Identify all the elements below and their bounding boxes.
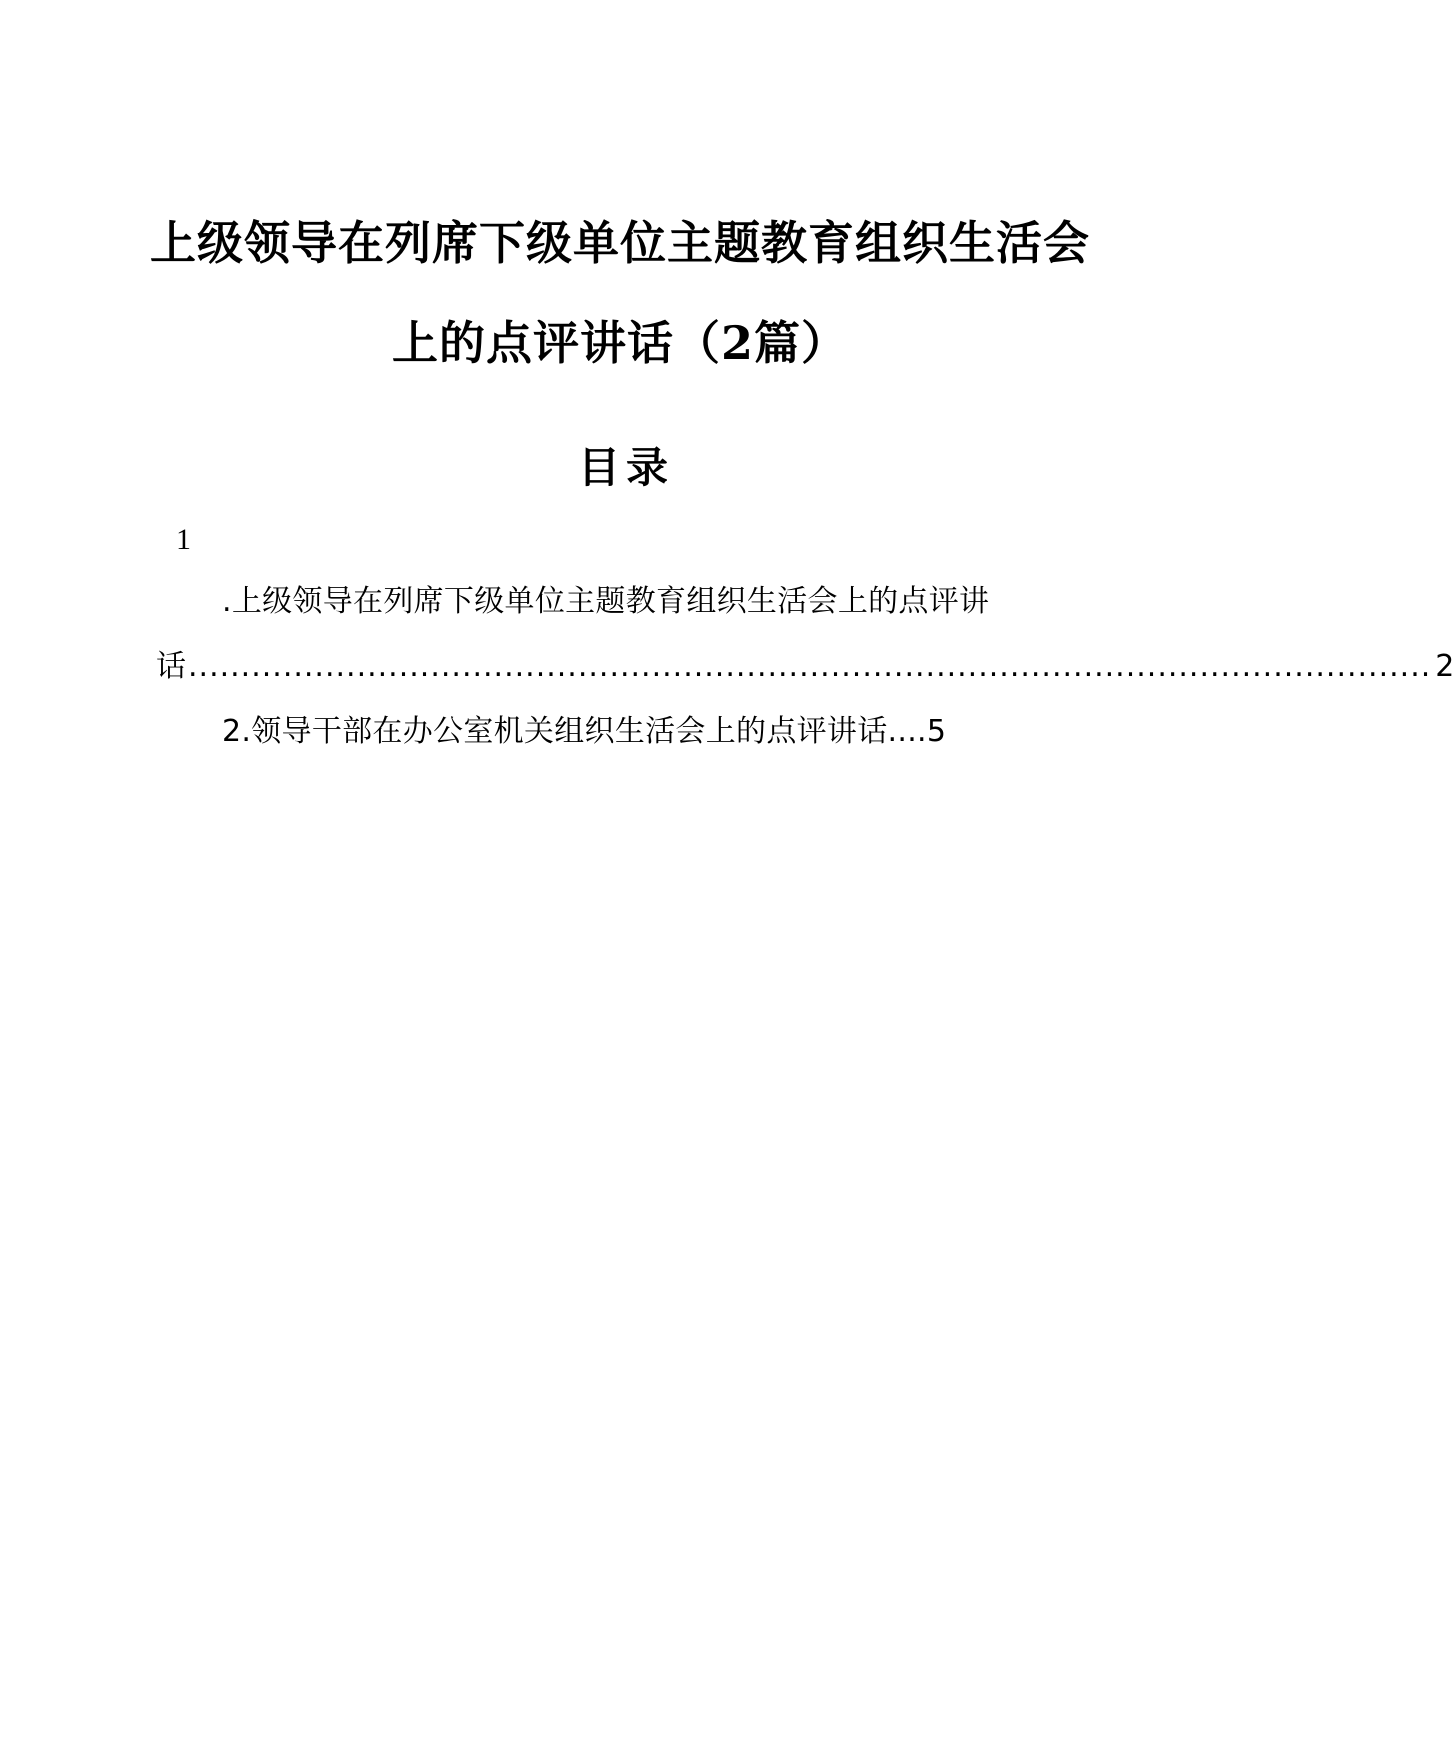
- toc-heading: 目录: [577, 443, 674, 492]
- toc-entry-2-label: 2.领导干部在办公室机关组织生活会上的点评讲话....: [222, 714, 927, 749]
- toc-entry-1-label-end: 话: [156, 649, 186, 684]
- toc-entry-2[interactable]: [222, 710, 946, 754]
- toc-dot-leader: ......................................................................................................................: [188, 649, 1432, 684]
- toc-entry-1-continuation[interactable]: [156, 645, 1454, 689]
- toc-entry-1-label: .上级领导在列席下级单位主题教育组织生活会上的点评讲: [222, 584, 990, 619]
- toc-entry-1-page: 2: [1435, 649, 1454, 684]
- toc-number-marker: 1: [176, 523, 191, 556]
- toc-entry-2-page: 5: [926, 714, 947, 749]
- document-title-line-2: 上的点评讲话（2篇）: [391, 316, 848, 370]
- toc-entry-1-text[interactable]: [222, 580, 989, 624]
- document-title-line-1: 上级领导在列席下级单位主题教育组织生活会: [150, 216, 1090, 270]
